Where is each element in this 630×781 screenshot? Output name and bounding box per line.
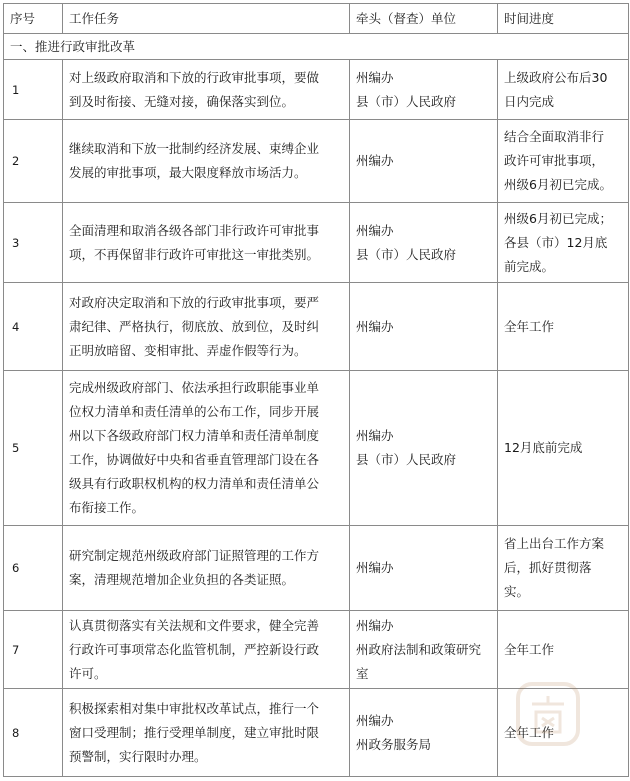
row-schedule-line: 前完成。 bbox=[504, 258, 555, 274]
row-task bbox=[63, 526, 350, 611]
row-unit bbox=[350, 371, 498, 526]
row-unit bbox=[350, 689, 498, 777]
row-unit-line: 县（市）人民政府 bbox=[356, 452, 457, 467]
row-task-line: 完成州级政府部门、依法承担行政职能事业单 bbox=[69, 380, 320, 395]
row-schedule-line: 政许可审批事项， bbox=[504, 153, 605, 168]
row-unit-line: 州编办 bbox=[356, 560, 394, 575]
row-unit-line: 州编办 bbox=[356, 617, 394, 633]
row-task bbox=[63, 283, 350, 371]
section-row bbox=[4, 34, 629, 60]
row-schedule-line: 全年工作 bbox=[504, 724, 555, 740]
table-row bbox=[4, 120, 629, 203]
row-unit-line: 州编办 bbox=[356, 318, 394, 334]
row-task-line: 预警制，实行限时办理。 bbox=[69, 748, 207, 764]
row-task-line: 对政府决定取消和下放的行政审批事项，要严 bbox=[69, 294, 320, 310]
row-task-line: 肃纪律、严格执行，彻底放、放到位，及时纠 bbox=[69, 318, 320, 334]
row-task-line: 继续取消和下放一批制约经济发展、束缚企业 bbox=[69, 141, 320, 156]
row-schedule-line: 全年工作 bbox=[504, 641, 555, 657]
row-schedule-line: 省上出台工作方案 bbox=[504, 536, 605, 551]
row-task bbox=[63, 203, 350, 283]
row-schedule bbox=[498, 203, 629, 283]
row-schedule bbox=[498, 526, 629, 611]
row-task-line: 对上级政府取消和下放的行政审批事项，要做 bbox=[69, 69, 320, 85]
section-title: 一、推进行政审批改革 bbox=[4, 34, 629, 60]
row-unit-line: 州政务服务局 bbox=[356, 736, 432, 752]
table-row bbox=[4, 60, 629, 120]
row-task-line: 积极探索相对集中审批权改革试点，推行一个 bbox=[69, 700, 320, 716]
row-schedule bbox=[498, 120, 629, 203]
row-schedule-line: 后，抓好贯彻落 bbox=[504, 560, 592, 575]
row-unit bbox=[350, 203, 498, 283]
row-task-line: 项，不再保留非行政许可审批这一审批类别。 bbox=[69, 246, 320, 262]
row-unit bbox=[350, 611, 498, 689]
row-unit-line: 州编办 bbox=[356, 222, 394, 238]
row-seq: 2 bbox=[4, 120, 63, 203]
header-row bbox=[4, 4, 629, 34]
row-seq: 6 bbox=[4, 526, 63, 611]
row-seq: 8 bbox=[4, 689, 63, 777]
row-unit bbox=[350, 526, 498, 611]
row-schedule-line: 上级政府公布后30 bbox=[504, 69, 608, 85]
row-task-line: 工作，协调做好中央和省垂直管理部门设在各 bbox=[69, 452, 320, 467]
row-unit bbox=[350, 283, 498, 371]
row-task-line: 级具有行政职权机构的权力清单和责任清单公 bbox=[69, 476, 320, 491]
row-unit bbox=[350, 120, 498, 203]
row-schedule-line: 12月底前完成 bbox=[504, 440, 583, 455]
row-task-line: 州以下各级政府部门权力清单和责任清单制度 bbox=[69, 428, 320, 443]
row-unit-line: 州编办 bbox=[356, 428, 394, 443]
row-schedule bbox=[498, 283, 629, 371]
row-unit-line: 州政府法制和政策研究 bbox=[356, 641, 482, 657]
row-schedule-line: 日内完成 bbox=[504, 93, 555, 109]
header-schedule: 时间进度 bbox=[498, 4, 629, 34]
row-task bbox=[63, 689, 350, 777]
task-table bbox=[3, 3, 629, 777]
row-schedule-line: 州级6月初已完成。 bbox=[504, 177, 612, 192]
row-schedule bbox=[498, 611, 629, 689]
table-row bbox=[4, 283, 629, 371]
row-schedule bbox=[498, 60, 629, 120]
row-unit-line: 室 bbox=[356, 665, 369, 681]
row-schedule-line: 结合全面取消非行 bbox=[504, 129, 605, 144]
row-unit-line: 州编办 bbox=[356, 712, 394, 728]
header-unit: 牵头（督查）单位 bbox=[350, 4, 498, 34]
row-seq: 5 bbox=[4, 371, 63, 526]
row-unit-line: 州编办 bbox=[356, 153, 394, 168]
row-task-line: 位权力清单和责任清单的公布工作，同步开展 bbox=[69, 404, 320, 419]
row-task-line: 案，清理规范增加企业负担的各类证照。 bbox=[69, 572, 295, 587]
row-schedule-line: 各县（市）12月底 bbox=[504, 234, 608, 250]
row-unit-line: 州编办 bbox=[356, 69, 394, 85]
row-unit bbox=[350, 60, 498, 120]
row-task-line: 认真贯彻落实有关法规和文件要求，健全完善 bbox=[69, 617, 320, 633]
table-row bbox=[4, 526, 629, 611]
row-task-line: 全面清理和取消各级各部门非行政许可审批事 bbox=[69, 222, 320, 238]
header-seq: 序号 bbox=[4, 4, 63, 34]
row-task-line: 正明放暗留、变相审批、弄虚作假等行为。 bbox=[69, 342, 307, 358]
row-seq: 3 bbox=[4, 203, 63, 283]
header-task: 工作任务 bbox=[63, 4, 350, 34]
row-schedule-line: 实。 bbox=[504, 584, 530, 599]
row-unit-line: 县（市）人民政府 bbox=[356, 93, 457, 109]
table-row bbox=[4, 371, 629, 526]
row-task-line: 发展的审批事项，最大限度释放市场活力。 bbox=[69, 165, 307, 180]
table-row bbox=[4, 611, 629, 689]
row-seq: 1 bbox=[4, 60, 63, 120]
table-row bbox=[4, 203, 629, 283]
watermark-stamp-icon bbox=[512, 678, 584, 750]
row-task-line: 布衔接工作。 bbox=[69, 500, 145, 515]
row-schedule-line: 州级6月初已完成； bbox=[504, 210, 612, 226]
row-schedule bbox=[498, 371, 629, 526]
row-task-line: 到及时衔接、无缝对接，确保落实到位。 bbox=[69, 93, 295, 109]
row-task bbox=[63, 60, 350, 120]
row-task-line: 窗口受理制；推行受理单制度，建立审批时限 bbox=[69, 724, 320, 740]
row-task bbox=[63, 120, 350, 203]
row-task-line: 许可。 bbox=[69, 665, 107, 681]
row-unit-line: 县（市）人民政府 bbox=[356, 246, 457, 262]
row-task bbox=[63, 611, 350, 689]
row-seq: 7 bbox=[4, 611, 63, 689]
row-task bbox=[63, 371, 350, 526]
row-task-line: 研究制定规范州级政府部门证照管理的工作方 bbox=[69, 548, 320, 563]
row-task-line: 行政许可事项常态化监管机制，严控新设行政 bbox=[69, 641, 320, 657]
row-seq: 4 bbox=[4, 283, 63, 371]
row-schedule-line: 全年工作 bbox=[504, 318, 555, 334]
